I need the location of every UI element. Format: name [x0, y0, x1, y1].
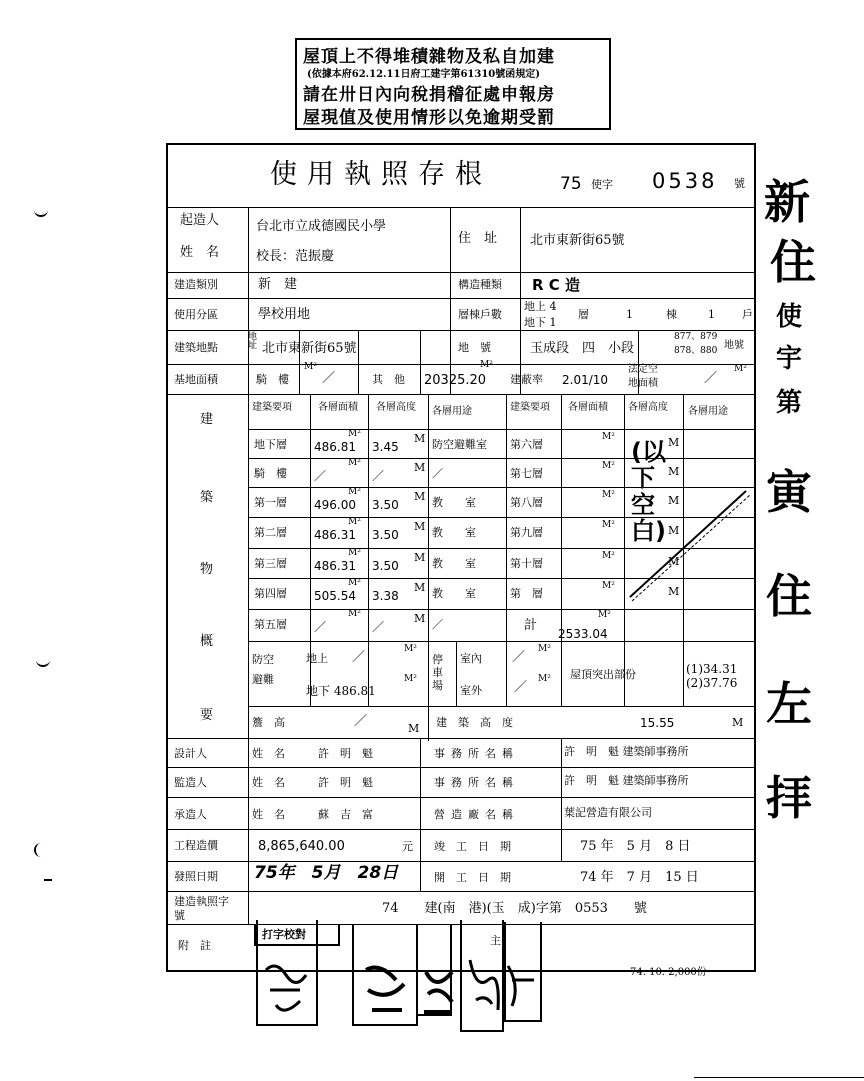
permit-label: 建造執照字號	[174, 895, 229, 923]
floor-area: ／	[314, 469, 327, 483]
floor-area-unit-right: M²	[602, 461, 615, 471]
supervisor-name: 許 明 魁	[318, 776, 373, 789]
contractor-firm: 葉記營造有限公司	[564, 806, 652, 819]
parking-indoor-value: ／	[512, 650, 526, 665]
floor-height-unit-right: M	[668, 465, 680, 478]
legal-open-value: ／	[704, 371, 718, 386]
stamp-line-3: 請在卅日內向稅捐稽征處申報房	[303, 85, 555, 105]
issue-label: 發照日期	[174, 870, 218, 883]
scan-mark	[36, 655, 50, 667]
applicant-name-label: 姓 名	[180, 245, 220, 260]
designer-office: 許 明 魁 建築師事務所	[564, 745, 689, 758]
coverage-label: 建蔽率	[510, 373, 543, 386]
supervisor-office: 許 明 魁 建築師事務所	[564, 774, 689, 787]
other-unit: M²	[480, 360, 493, 370]
side-char-2: 住	[770, 235, 816, 289]
shelter-below: 地下 486.81	[306, 684, 376, 698]
supervisor-label: 監造人	[174, 776, 207, 789]
floor-height: 3.50	[372, 498, 399, 512]
build-type: 新 建	[258, 277, 298, 292]
roof-value-2: (2)37.76	[686, 676, 738, 690]
lot-label: 地 號	[458, 341, 491, 354]
stamp-line-2: (依據本府62.12.11日府工建字第61310號函規定)	[307, 69, 540, 80]
supervisor-name-label: 姓 名	[252, 776, 285, 789]
license-year: 75	[560, 174, 582, 194]
col-header-use: 各層用途	[432, 406, 472, 417]
eave-unit: M	[408, 722, 420, 735]
issue-date: 75年 5月 28日	[254, 863, 399, 883]
floor-name-right: 第七層	[510, 467, 543, 480]
cost-label: 工程造價	[174, 839, 218, 852]
col-header-item-2: 建築要項	[510, 402, 550, 413]
floor-name-right: 第六層	[510, 438, 543, 451]
side-char-8: 左	[766, 677, 812, 731]
shelter-above-unit: M²	[404, 644, 417, 654]
floor-area: 505.54	[314, 589, 356, 603]
col-header-area-2: 各層面積	[568, 402, 608, 413]
arcade-label: 騎 樓	[256, 373, 289, 386]
scan-mark	[44, 873, 52, 881]
floor-area: 496.00	[314, 498, 356, 512]
floor-use: ／	[432, 467, 443, 480]
scan-mark	[34, 843, 46, 857]
floor-use: ／	[432, 618, 443, 631]
floor-name: 第一層	[254, 496, 287, 509]
floor-area: ／	[314, 620, 327, 634]
license-suffix: 號	[734, 177, 745, 190]
floor-name-right: 第九層	[510, 526, 543, 539]
floor-name: 第二層	[254, 526, 287, 539]
floors-below: 地下 1	[524, 316, 557, 329]
parking-label: 停車場	[432, 653, 443, 693]
other-label: 其 他	[372, 373, 405, 386]
designer-office-label: 事務所名稱	[434, 747, 519, 760]
floor-height-unit-right: M	[668, 494, 680, 507]
arcade-unit: M²	[304, 362, 317, 372]
floor-height: ／	[372, 620, 385, 634]
floor-height-unit: M	[414, 520, 426, 533]
floor-height-unit: M	[414, 432, 426, 445]
col-header-item: 建築要項	[252, 402, 292, 413]
applicant-name: 台北市立成德國民小學	[256, 219, 387, 234]
warning-stamp	[295, 38, 611, 130]
address-label: 住 址	[458, 231, 498, 246]
start-date: 74 年 7 月 15 日	[580, 870, 699, 885]
section-label-1: 建	[200, 412, 214, 427]
parking-outdoor-unit: M²	[538, 674, 551, 684]
supervisor-office-label: 事務所名稱	[434, 776, 519, 789]
floor-area-unit: M²	[348, 548, 361, 558]
principal-name: 校長：范振慶	[256, 249, 335, 264]
floor-area: 486.31	[314, 559, 356, 573]
floor-area-unit: M²	[348, 487, 361, 497]
eave-value: ／	[354, 714, 368, 729]
start-label: 開 工 日 期	[434, 871, 511, 884]
floor-area: 486.31	[314, 528, 356, 542]
site-label: 建築地點	[174, 341, 218, 354]
col-header-height-2: 各層高度	[628, 402, 668, 413]
floor-use: 防空避難室	[432, 438, 487, 451]
col-header-area: 各層面積	[318, 402, 358, 413]
print-run: 74. 10. 2,000份	[630, 967, 707, 978]
roof-label: 屋頂突出部份	[570, 668, 636, 681]
coverage-value: 2.01/10	[562, 373, 609, 387]
floor-use: 教 室	[432, 526, 476, 539]
floors-above: 地上 4	[524, 300, 557, 313]
floor-name: 第五層	[254, 618, 287, 631]
section-label-2: 築	[200, 490, 214, 505]
side-char-1: 新	[764, 175, 810, 229]
side-char-7: 住	[766, 569, 812, 623]
lot-suffix: 地號	[724, 340, 744, 351]
section-label-5: 要	[200, 708, 214, 723]
floors-label: 層棟戶數	[458, 308, 502, 321]
side-char-9: 拝	[766, 771, 812, 825]
legal-open-label-2: 地面積	[628, 378, 658, 389]
legal-open-label-1: 法定空	[628, 364, 658, 375]
floor-area-unit-right: M²	[602, 581, 615, 591]
footer-rule	[694, 1077, 864, 1078]
floor-name: 騎 樓	[254, 467, 287, 480]
cost-unit: 元	[402, 840, 413, 853]
floor-area-unit-right: M²	[602, 551, 615, 561]
site-sub-label: 地址	[248, 332, 258, 351]
floor-area-unit-right: M²	[602, 490, 615, 500]
floor-area-unit: M²	[348, 458, 361, 468]
shelter-label: 防空避難	[252, 653, 274, 686]
floor-name-right: 第八層	[510, 496, 543, 509]
cross-out-line	[626, 485, 754, 605]
buildings-count: 1	[626, 308, 633, 321]
zone-value: 學校用地	[258, 307, 311, 322]
floor-height-unit-right: M	[668, 585, 680, 598]
building-height-label: 建 築 高 度	[436, 716, 513, 729]
note-label: 附 註	[178, 939, 211, 952]
completion-date: 75 年 5 月 8 日	[580, 839, 691, 854]
lot-number-2: 878、880	[674, 346, 718, 356]
section-label-4: 概	[200, 634, 214, 649]
zone-label: 使用分區	[174, 308, 218, 321]
floor-height-unit: M	[414, 612, 426, 625]
floor-area-unit: M²	[348, 609, 361, 619]
floor-height-unit: M	[414, 551, 426, 564]
completion-label: 竣 工 日 期	[434, 840, 511, 853]
floors-unit: 層	[578, 308, 589, 321]
col-header-use-2: 各層用途	[688, 406, 728, 417]
shelter-above-value: ／	[352, 650, 366, 665]
stamp-line-4: 屋現值及使用情形以免逾期受罰	[303, 108, 555, 128]
arcade-value: ／	[322, 371, 336, 386]
floor-area-unit: M²	[348, 578, 361, 588]
floor-height: 3.45	[372, 440, 399, 454]
designer-label: 設計人	[174, 747, 207, 760]
col-header-height: 各層高度	[376, 402, 416, 413]
cost-value: 8,865,640.00	[258, 839, 345, 854]
contractor-firm-label: 營造廠名稱	[434, 808, 519, 821]
floor-height-unit: M	[414, 581, 426, 594]
side-char-3: 使	[776, 302, 803, 332]
households-count: 1	[708, 308, 715, 321]
building-height-value: 15.55	[640, 716, 675, 730]
designer-name: 許 明 魁	[318, 747, 373, 760]
license-type: 使字	[591, 178, 613, 191]
parking-indoor: 室內	[460, 652, 482, 665]
households-unit: 戶	[742, 308, 753, 321]
scan-mark	[34, 205, 48, 217]
floor-height-unit: M	[414, 461, 426, 474]
total-label: 計	[524, 618, 538, 633]
floor-height-unit: M	[414, 490, 426, 503]
floor-height: 3.38	[372, 589, 399, 603]
eave-label: 簷 高	[252, 716, 285, 729]
parking-indoor-unit: M²	[538, 644, 551, 654]
floor-height: 3.50	[372, 559, 399, 573]
building-height-unit: M	[732, 716, 744, 729]
build-type-label: 建造類別	[174, 278, 218, 291]
other-area: 20325.20	[424, 373, 487, 388]
license-form	[166, 143, 756, 972]
floor-height-unit-right: M	[668, 555, 680, 568]
chief-mark: 主	[490, 934, 501, 947]
contractor-name: 蘇 吉 富	[318, 808, 373, 821]
floor-name-right: 第十層	[510, 557, 543, 570]
side-char-5: 第	[776, 388, 803, 418]
floor-use: 教 室	[432, 496, 476, 509]
floor-area-unit-right: M²	[602, 432, 615, 442]
floor-name: 第四層	[254, 587, 287, 600]
proofread-label: 打字校對	[262, 928, 306, 941]
floor-use: 教 室	[432, 557, 476, 570]
buildings-unit: 棟	[666, 308, 677, 321]
blank-note: (以下空白)	[631, 438, 666, 546]
floor-area-unit: M²	[348, 517, 361, 527]
structure-type: R C 造	[532, 276, 581, 294]
section-label-3: 物	[200, 562, 214, 577]
total-unit: M²	[598, 610, 611, 620]
side-char-4: 宇	[776, 344, 803, 374]
floor-name: 第三層	[254, 557, 287, 570]
total-value: 2533.04	[558, 627, 608, 641]
lot-number-1: 877、879	[674, 332, 718, 342]
shelter-above: 地上	[306, 652, 328, 665]
floor-area-unit-right: M²	[602, 520, 615, 530]
floor-height: 3.50	[372, 528, 399, 542]
floor-height: ／	[372, 469, 385, 483]
signature-scribbles	[256, 950, 546, 1030]
permit-value: 74 建(南 港)(玉 成)字第 0553 號	[382, 901, 647, 916]
address-value: 北市東新街65號	[530, 233, 625, 248]
floor-name: 地下層	[254, 438, 287, 451]
structure-label: 構造種類	[458, 278, 502, 291]
form-title: 使用執照存根	[270, 159, 492, 190]
area-label: 基地面積	[174, 373, 218, 386]
floor-area-unit: M²	[348, 429, 361, 439]
floor-area: 486.81	[314, 440, 356, 454]
license-number: 0538	[652, 169, 718, 193]
floor-height-unit-right: M	[668, 436, 680, 449]
applicant-label: 起造人	[180, 213, 220, 228]
roof-value-1: (1)34.31	[686, 662, 738, 676]
parking-outdoor-value: ／	[514, 680, 528, 695]
designer-name-label: 姓 名	[252, 747, 285, 760]
contractor-label: 承造人	[174, 808, 207, 821]
floor-use: 教 室	[432, 587, 476, 600]
lot-value: 玉成段 四 小段	[530, 341, 635, 356]
floor-name-right: 第 層	[510, 587, 543, 600]
legal-open-unit: M²	[734, 364, 747, 374]
parking-outdoor: 室外	[460, 684, 482, 697]
stamp-line-1: 屋頂上不得堆積雜物及私自加建	[303, 47, 555, 67]
floor-height-unit-right: M	[668, 524, 680, 537]
shelter-below-unit: M²	[404, 674, 417, 684]
side-char-6: 寅	[766, 465, 812, 519]
contractor-name-label: 姓 名	[252, 808, 285, 821]
site-value: 北市東新街65號	[262, 341, 357, 356]
